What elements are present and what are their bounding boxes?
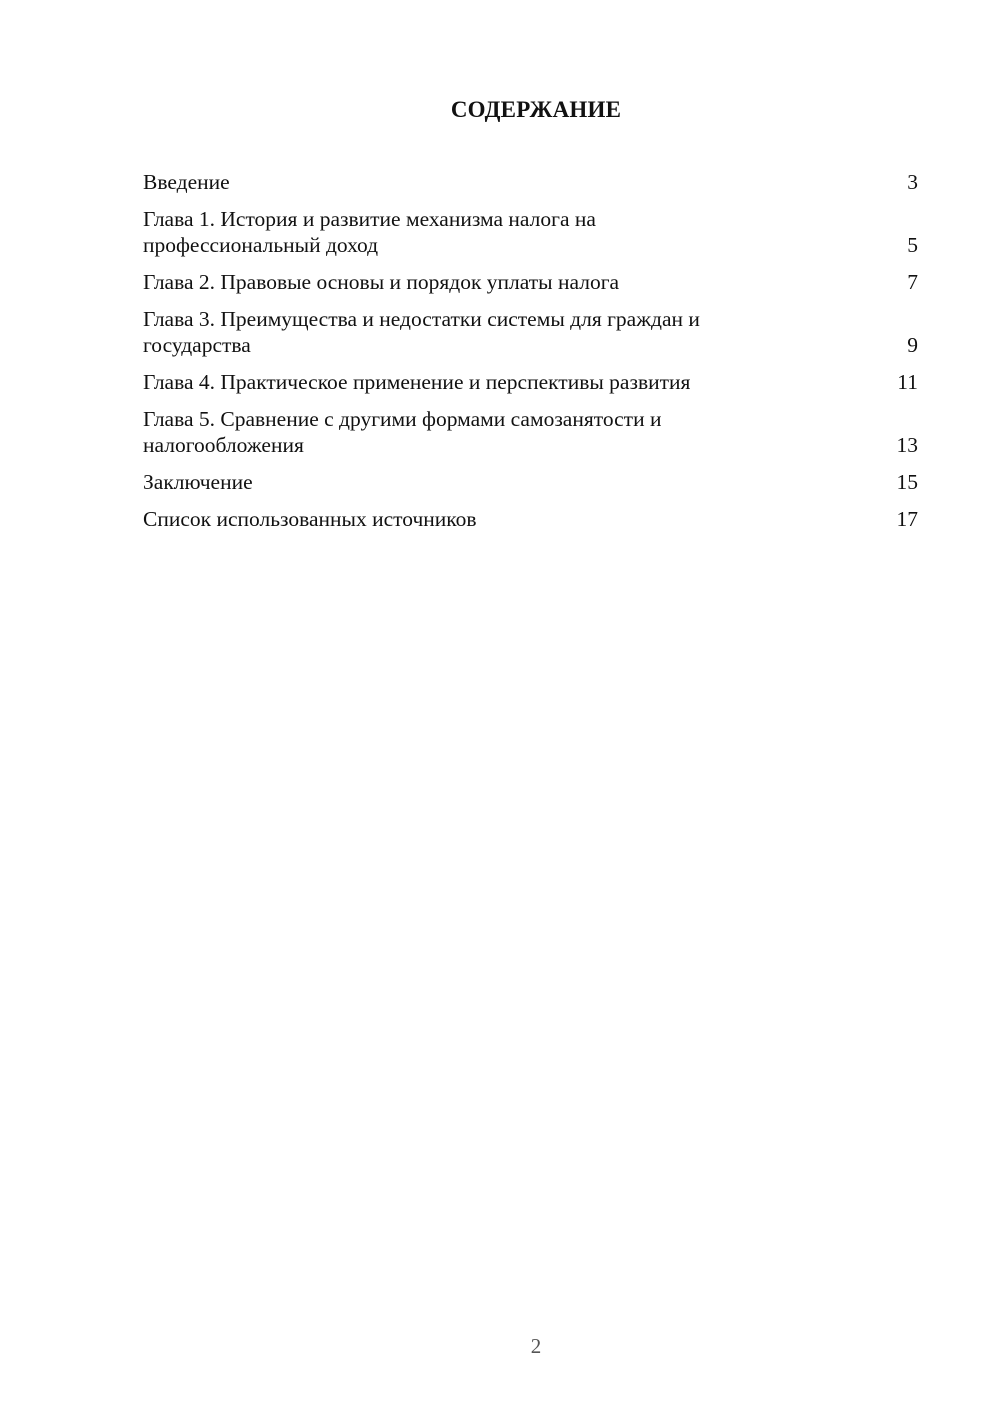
toc-entry-text: Глава 5. Сравнение с другими формами самозанятости и налогообложения [143, 407, 662, 457]
toc-entry-text: Глава 3. Преимущества и недостатки системы для граждан и государства [143, 307, 700, 357]
toc-entry-page: 15 [896, 470, 918, 494]
toc-entry-page: 7 [907, 270, 918, 294]
toc-entry-chapter-4[interactable] [143, 369, 918, 395]
toc-entry-page: 3 [907, 170, 918, 194]
toc-entry-text: Глава 1. История и развитие механизма налога на профессиональный доход [143, 207, 596, 257]
toc-entry-page: 17 [896, 507, 918, 531]
toc-entry-introduction[interactable] [143, 169, 918, 195]
toc-entry-text: Глава 4. Практическое применение и перспективы развития [143, 370, 691, 394]
toc-entry-page: 11 [897, 370, 918, 394]
toc-entry-chapter-5[interactable] [143, 406, 918, 458]
toc-entry-text: Введение [143, 170, 230, 194]
page-title: СОДЕРЖАНИЕ [450, 97, 622, 122]
toc-entry-page: 5 [907, 233, 918, 257]
toc-entry-chapter-1[interactable] [143, 206, 918, 258]
toc-entry-references[interactable] [143, 506, 918, 532]
toc-entry-chapter-2[interactable] [143, 269, 918, 295]
toc-entry-chapter-3[interactable] [143, 306, 918, 358]
table-of-contents [143, 169, 918, 543]
page-number: 2 [530, 1334, 542, 1358]
toc-entry-text: Заключение [143, 470, 253, 494]
toc-entry-page: 13 [896, 433, 918, 457]
toc-entry-text: Глава 2. Правовые основы и порядок уплаты налога [143, 270, 620, 294]
toc-entry-page: 9 [907, 333, 918, 357]
toc-entry-text: Список использованных источников [143, 507, 477, 531]
toc-entry-conclusion[interactable] [143, 469, 918, 495]
